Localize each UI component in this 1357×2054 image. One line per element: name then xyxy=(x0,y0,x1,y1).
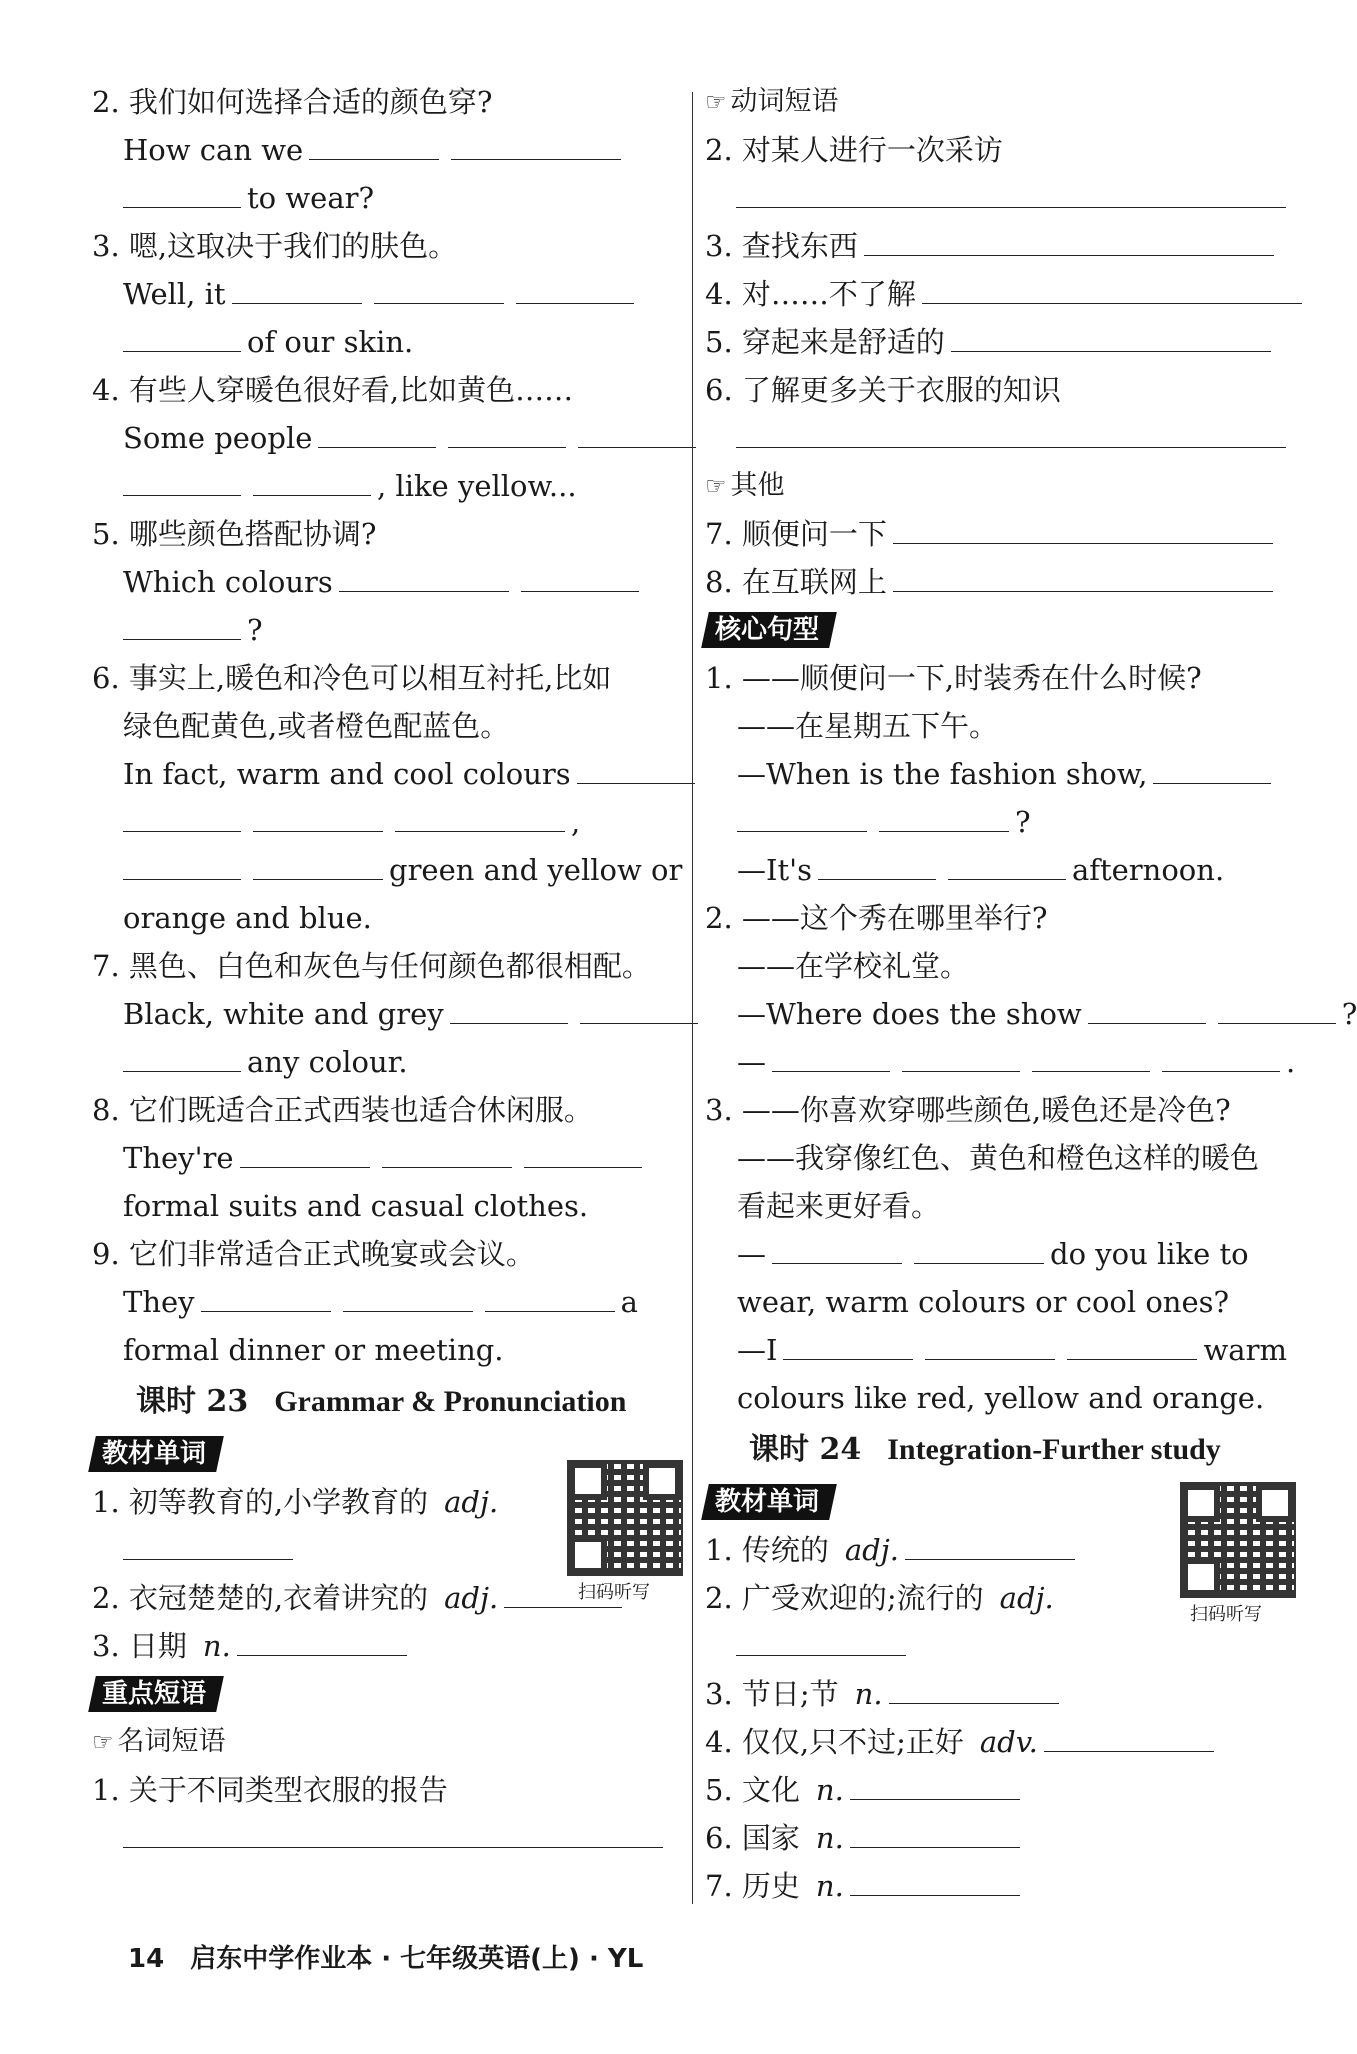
sentence-3-zh1: 3. ——你喜欢穿哪些颜色,暖色还是冷色? xyxy=(705,1093,1231,1127)
verb-phrase-heading: ☞ 动词短语 xyxy=(705,86,839,117)
item-8-en: They're xyxy=(92,1134,682,1182)
answer-blank[interactable] xyxy=(850,1817,1020,1848)
answer-blank[interactable] xyxy=(123,609,241,640)
answer-blank[interactable] xyxy=(237,1625,407,1656)
item-2-zh: 2. 我们如何选择合适的颜色穿? xyxy=(92,85,493,119)
page-footer xyxy=(128,1938,643,1975)
answer-blank[interactable] xyxy=(736,177,1286,208)
answer-blank[interactable] xyxy=(524,1137,642,1168)
answer-blank[interactable] xyxy=(382,1137,512,1168)
answer-blank[interactable] xyxy=(318,417,436,448)
answer-blank[interactable] xyxy=(374,273,504,304)
qr-caption: 扫码听写 xyxy=(578,1582,650,1603)
qr-code-icon[interactable] xyxy=(567,1460,683,1576)
vocab24-4: 4. 仅仅,只不过;正好 adv. xyxy=(705,1718,1295,1766)
answer-blank[interactable] xyxy=(893,513,1273,544)
vocab24-2-cont xyxy=(705,1622,1295,1670)
answer-blank[interactable] xyxy=(123,801,241,832)
sentence-2-en2: — . xyxy=(705,1038,1295,1086)
item-9-zh: 9. 它们非常适合正式晚宴或会议。 xyxy=(92,1237,535,1271)
answer-blank[interactable] xyxy=(902,1041,1020,1072)
lesson-23-heading: 课时 23 Grammar & Pronunciation xyxy=(136,1384,627,1419)
right-column xyxy=(705,78,1357,1910)
answer-blank[interactable] xyxy=(578,417,696,448)
verb-phrase-3: 3. 查找东西 xyxy=(705,222,1295,270)
noun-phrase-1-cont xyxy=(92,1814,682,1862)
answer-blank[interactable] xyxy=(395,801,565,832)
answer-blank[interactable] xyxy=(123,321,241,352)
answer-blank[interactable] xyxy=(772,1233,902,1264)
answer-blank[interactable] xyxy=(889,1673,1059,1704)
item-4-zh: 4. 有些人穿暖色很好看,比如黄色…… xyxy=(92,373,574,407)
answer-blank[interactable] xyxy=(343,1281,473,1312)
vocab24-3: 3. 节日;节 n. xyxy=(705,1670,1295,1718)
answer-blank[interactable] xyxy=(123,1041,241,1072)
sentence-3-zh2: ——我穿像红色、黄色和橙色这样的暖色 xyxy=(737,1141,1260,1175)
answer-blank[interactable] xyxy=(925,1329,1055,1360)
item-3-en-cont: of our skin. xyxy=(92,318,682,366)
vocab-1: 1. 初等教育的,小学教育的 adj. xyxy=(92,1485,499,1519)
sentence-3-zh3: 看起来更好看。 xyxy=(737,1189,941,1223)
answer-blank[interactable] xyxy=(736,1625,906,1656)
item-7-en: Black, white and grey xyxy=(92,990,682,1038)
answer-blank[interactable] xyxy=(1088,993,1206,1024)
sentence-3-en4: colours like red, yellow and orange. xyxy=(737,1381,1265,1415)
answer-blank[interactable] xyxy=(521,561,639,592)
answer-blank[interactable] xyxy=(850,1865,1020,1896)
answer-blank[interactable] xyxy=(240,1137,370,1168)
verb-phrase-2: 2. 对某人进行一次采访 xyxy=(705,133,1003,167)
item-2-en: How can we xyxy=(92,126,682,174)
section-label-vocab-24: 教材单词 xyxy=(701,1484,837,1520)
answer-blank[interactable] xyxy=(253,801,383,832)
answer-blank[interactable] xyxy=(123,849,241,880)
answer-blank[interactable] xyxy=(1032,1041,1150,1072)
answer-blank[interactable] xyxy=(309,129,439,160)
verb-phrase-4: 4. 对……不了解 xyxy=(705,270,1295,318)
item-2-en-cont: to wear? xyxy=(92,174,682,222)
answer-blank[interactable] xyxy=(951,321,1271,352)
answer-blank[interactable] xyxy=(1044,1721,1214,1752)
answer-blank[interactable] xyxy=(577,753,695,784)
answer-blank[interactable] xyxy=(772,1041,890,1072)
sentence-2-zh1: 2. ——这个秀在哪里举行? xyxy=(705,901,1048,935)
sentence-2-zh2: ——在学校礼堂。 xyxy=(737,949,970,983)
item-7-zh: 7. 黑色、白色和灰色与任何颜色都很相配。 xyxy=(92,949,651,983)
answer-blank[interactable] xyxy=(905,1529,1075,1560)
answer-blank[interactable] xyxy=(253,849,383,880)
other-heading: ☞ 其他 xyxy=(705,470,785,501)
answer-blank[interactable] xyxy=(123,1817,663,1848)
item-6-en: In fact, warm and cool colours xyxy=(92,750,682,798)
answer-blank[interactable] xyxy=(1218,993,1336,1024)
item-5-zh: 5. 哪些颜色搭配协调? xyxy=(92,517,377,551)
answer-blank[interactable] xyxy=(201,1281,331,1312)
sentence-3-en3: —I warm xyxy=(705,1326,1295,1374)
book-title: 启东中学作业本 · 七年级英语(上) · YL xyxy=(190,1944,644,1974)
verb-phrase-6: 6. 了解更多关于衣服的知识 xyxy=(705,373,1061,407)
noun-phrase-heading: ☞ 名词短语 xyxy=(92,1726,226,1757)
answer-blank[interactable] xyxy=(123,465,241,496)
vocab24-6: 6. 国家 n. xyxy=(705,1814,1295,1862)
noun-phrase-1: 1. 关于不同类型衣服的报告 xyxy=(92,1773,448,1807)
item-9-en: They a xyxy=(92,1278,682,1326)
answer-blank[interactable] xyxy=(850,1769,1020,1800)
item-9-en-cont: formal dinner or meeting. xyxy=(123,1333,504,1367)
sentence-1-en2: ? xyxy=(705,798,1295,846)
answer-blank[interactable] xyxy=(948,849,1066,880)
answer-blank[interactable] xyxy=(448,417,566,448)
column-divider xyxy=(692,92,693,1904)
answer-blank[interactable] xyxy=(451,129,621,160)
vocab24-1: 1. 传统的 adj. xyxy=(705,1526,1295,1574)
answer-blank[interactable] xyxy=(1162,1041,1280,1072)
sentence-3-en2: wear, warm colours or cool ones? xyxy=(737,1285,1230,1319)
item-8-en-cont: formal suits and casual clothes. xyxy=(123,1189,589,1223)
item-5-en-cont: ? xyxy=(92,606,682,654)
vocab-2: 2. 衣冠楚楚的,衣着讲究的 adj. xyxy=(92,1574,682,1622)
pointing-hand-icon: ☞ xyxy=(705,88,727,116)
answer-blank[interactable] xyxy=(450,993,568,1024)
page-number: 14 xyxy=(128,1944,165,1974)
other-7: 7. 顺便问一下 xyxy=(705,510,1295,558)
section-label-vocab: 教材单词 xyxy=(88,1436,224,1472)
answer-blank[interactable] xyxy=(737,801,867,832)
answer-blank[interactable] xyxy=(232,273,362,304)
vocab24-7: 7. 历史 n. xyxy=(705,1862,1295,1910)
answer-blank[interactable] xyxy=(339,561,509,592)
lesson-24-heading: 课时 24 Integration-Further study xyxy=(749,1432,1221,1467)
answer-blank[interactable] xyxy=(893,561,1273,592)
verb-phrase-5: 5. 穿起来是舒适的 xyxy=(705,318,1295,366)
answer-blank[interactable] xyxy=(914,1233,1044,1264)
qr-caption: 扫码听写 xyxy=(1190,1604,1262,1625)
answer-blank[interactable] xyxy=(580,993,698,1024)
vocab24-5: 5. 文化 n. xyxy=(705,1766,1295,1814)
answer-blank[interactable] xyxy=(1067,1329,1197,1360)
item-7-en-cont: any colour. xyxy=(92,1038,682,1086)
item-3-zh: 3. 嗯,这取决于我们的肤色。 xyxy=(92,229,458,263)
sentence-2-en1: —Where does the show ? xyxy=(705,990,1295,1038)
section-label-phrases: 重点短语 xyxy=(88,1676,224,1712)
answer-blank[interactable] xyxy=(783,1329,913,1360)
sentence-1-zh2: ——在星期五下午。 xyxy=(737,709,999,743)
item-6-en-cont3: orange and blue. xyxy=(123,901,372,935)
answer-blank[interactable] xyxy=(123,177,241,208)
item-6-en-cont: , xyxy=(92,798,682,846)
answer-blank[interactable] xyxy=(1153,753,1271,784)
item-3-en: Well, it xyxy=(92,270,682,318)
answer-blank[interactable] xyxy=(736,417,1286,448)
answer-blank[interactable] xyxy=(818,849,936,880)
vocab24-2: 2. 广受欢迎的;流行的 adj. xyxy=(705,1581,1054,1615)
sentence-1-en1: —When is the fashion show, xyxy=(705,750,1295,798)
answer-blank[interactable] xyxy=(922,273,1302,304)
answer-blank[interactable] xyxy=(485,1281,615,1312)
sentence-3-en1: — do you like to xyxy=(705,1230,1295,1278)
qr-code-icon[interactable] xyxy=(1180,1482,1296,1598)
sentence-1-zh1: 1. ——顺便问一下,时装秀在什么时候? xyxy=(705,661,1202,695)
item-4-en-cont: , like yellow... xyxy=(92,462,682,510)
other-8: 8. 在互联网上 xyxy=(705,558,1295,606)
item-4-en: Some people xyxy=(92,414,682,462)
item-6-en-cont2: green and yellow or xyxy=(92,846,682,894)
section-label-sentences: 核心句型 xyxy=(701,612,837,648)
item-8-zh: 8. 它们既适合正式西装也适合休闲服。 xyxy=(92,1093,593,1127)
answer-blank[interactable] xyxy=(123,1529,293,1560)
item-6-zh: 6. 事实上,暖色和冷色可以相互衬托,比如 xyxy=(92,661,612,695)
answer-blank[interactable] xyxy=(516,273,634,304)
verb-phrase-6-cont xyxy=(705,414,1295,462)
sentence-1-en3: —It's afternoon. xyxy=(705,846,1295,894)
pointing-hand-icon: ☞ xyxy=(705,472,727,500)
answer-blank[interactable] xyxy=(864,225,1274,256)
item-5-en: Which colours xyxy=(92,558,682,606)
item-6-zh-cont: 绿色配黄色,或者橙色配蓝色。 xyxy=(123,709,510,743)
verb-phrase-2-cont xyxy=(705,174,1295,222)
answer-blank[interactable] xyxy=(253,465,371,496)
pointing-hand-icon: ☞ xyxy=(92,1728,114,1756)
answer-blank[interactable] xyxy=(879,801,1009,832)
vocab-3: 3. 日期 n. xyxy=(92,1622,682,1670)
